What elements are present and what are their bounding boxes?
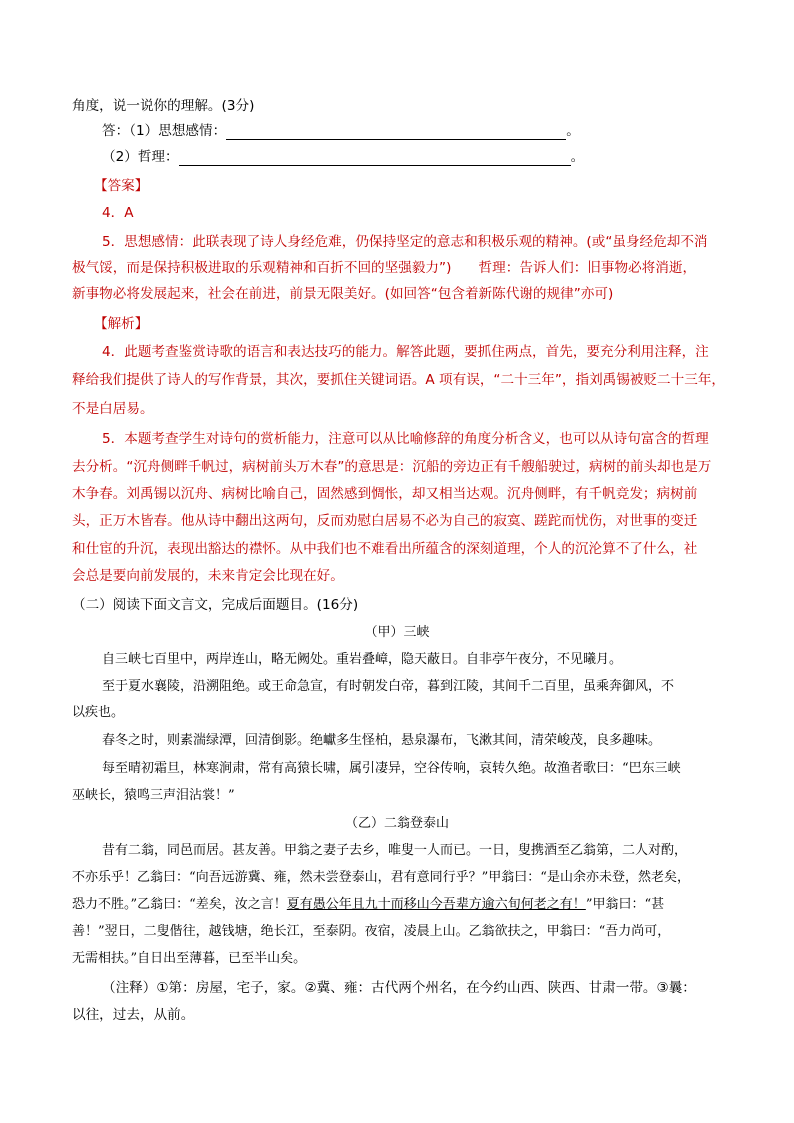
answer-line-2 xyxy=(102,148,584,166)
analysis-p5-line2: 去分析。“沉舟侧畔千帆过，病树前头万木春”的意思是：沉船的旁边正有千艘船驶过，病树的前头却也是万 xyxy=(72,459,712,475)
answer-1-label: 答：（1）思想感情： xyxy=(102,123,227,139)
yi-line-3-start: 恐力不胜。”乙翁曰：“差矣，汝之言！ xyxy=(72,897,287,912)
yi-line-1: 昔有二翁，同邑而居。甚友善。甲翁之妻子去乡，唯叟一人而已。一日，叟携酒至乙翁第，二人对酌， xyxy=(102,843,688,858)
answer-q4: 4．A xyxy=(102,205,134,221)
section2-title: （二）阅读下面文言文，完成后面题目。(16分) xyxy=(72,597,359,613)
passage-jia-title: （甲）三峡 xyxy=(364,625,430,640)
analysis-p5-line6: 会总是要向前发展的，未来肯定会比现在好。 xyxy=(72,568,344,584)
jia-line-4: 春冬之时，则素湍绿潭，回清倒影。绝巘多生怪柏，悬泉瀑布，飞漱其间，清荣峻茂，良多趣味。 xyxy=(102,733,662,748)
question-intro: 角度，说一说你的理解。(3分) xyxy=(72,98,255,114)
answer-q5-line1: 5．思想感情：此联表现了诗人身经危难，仍保持坚定的意志和积极乐观的精神。(或“虽身经危却不消 xyxy=(102,234,708,250)
jia-line-2: 至于夏水襄陵，沿溯阻绝。或王命急宣，有时朝发白帝，暮到江陵，其间千二百里，虽乘奔御风，不 xyxy=(102,679,675,694)
answer-q5-line3: 新事物必将发展起来，社会在前进，前景无限美好。(如回答“包含着新陈代谢的规律”亦可) xyxy=(72,286,614,302)
answer-1-end: 。 xyxy=(566,123,580,139)
jia-line-1: 自三峡七百里中，两岸连山，略无阙处。重岩叠嶂，隐天蔽日。自非亭午夜分，不见曦月。 xyxy=(102,652,623,667)
answer-q5-line2: 极气馁，而是保持积极进取的乐观精神和百折不回的坚强毅力”) 哲理：告诉人们：旧事物必将消逝， xyxy=(72,260,697,276)
analysis-p4-line1: 4．此题考查鉴赏诗歌的语言和表达技巧的能力。解答此题，要抓住两点，首先，要充分利用注释，注 xyxy=(102,344,709,360)
analysis-p5-line1: 5．本题考查学生对诗句的赏析能力，注意可以从比喻修辞的角度分析含义，也可以从诗句富含的哲理 xyxy=(102,431,709,447)
answer-2-label: （2）哲理： xyxy=(102,149,179,165)
notes-line-2: 以往，过去，从前。 xyxy=(72,1007,195,1023)
analysis-p5-line3: 木争春。刘禹锡以沉舟、病树比喻自己，固然感到惆怅，却又相当达观。沉舟侧畔，有千帆竞发；病树前 xyxy=(72,486,698,502)
yi-line-4: 善！”翌日，二叟偕往，越钱塘，绝长江，至泰阴。夜宿，凌晨上山。乙翁欲扶之，甲翁曰：“吾力尚可， xyxy=(72,924,671,939)
analysis-header: 【解析】 xyxy=(94,316,149,332)
jia-line-3: 以疾也。 xyxy=(72,705,125,720)
yi-line-2: 不亦乐乎！乙翁曰：“向吾远游冀、雍，然未尝登泰山，君有意同行乎？”甲翁曰：“是山余亦未登，然老矣， xyxy=(72,870,690,885)
yi-line-5: 无需相扶。”自日出至薄暮，已至半山矣。 xyxy=(72,951,307,966)
passage-yi-title: （乙）二翁登泰山 xyxy=(344,816,449,831)
answer-2-end: 。 xyxy=(570,149,585,165)
analysis-p4-line3: 不是白居易。 xyxy=(72,401,154,417)
jia-line-5: 每至晴初霜旦，林寒涧肃，常有高猿长啸，属引凄异，空谷传响，哀转久绝。故渔者歌曰：“巴东三峡 xyxy=(102,761,681,776)
answer-line-1 xyxy=(102,122,580,140)
yi-underlined-sentence: 夏有愚公年且九十而移山今吾辈方逾六旬何老之有！ xyxy=(286,897,586,912)
analysis-p5-line5: 和仕宦的升沉，表现出豁达的襟怀。从中我们也不难看出所蕴含的深刻道理，个人的沉沦算不了什么，社 xyxy=(72,541,698,557)
yi-line-3-end: ”甲翁曰：“甚 xyxy=(585,897,665,912)
yi-line-3 xyxy=(72,896,664,914)
analysis-p4-line2: 释给我们提供了诗人的写作背景，其次，要抓住关键词语。A 项有误，“二十三年”，指刘禹锡被贬二十三年， xyxy=(72,372,726,388)
notes-line-1: （注释）①第：房屋，宅子，家。②冀、雍：古代两个州名，在今约山西、陕西、甘肃一带。③曩： xyxy=(102,980,696,996)
answer-2-blank[interactable] xyxy=(179,151,571,166)
answer-header: 【答案】 xyxy=(94,178,149,194)
analysis-p5-line4: 头，正万木皆春。他从诗中翻出这两句，反而劝慰白居易不必为自己的寂寞、蹉跎而忧伤，对世事的变迁 xyxy=(72,513,698,529)
jia-line-6: 巫峡长，猿鸣三声泪沾裳！” xyxy=(72,788,235,803)
answer-1-blank[interactable] xyxy=(226,125,566,140)
